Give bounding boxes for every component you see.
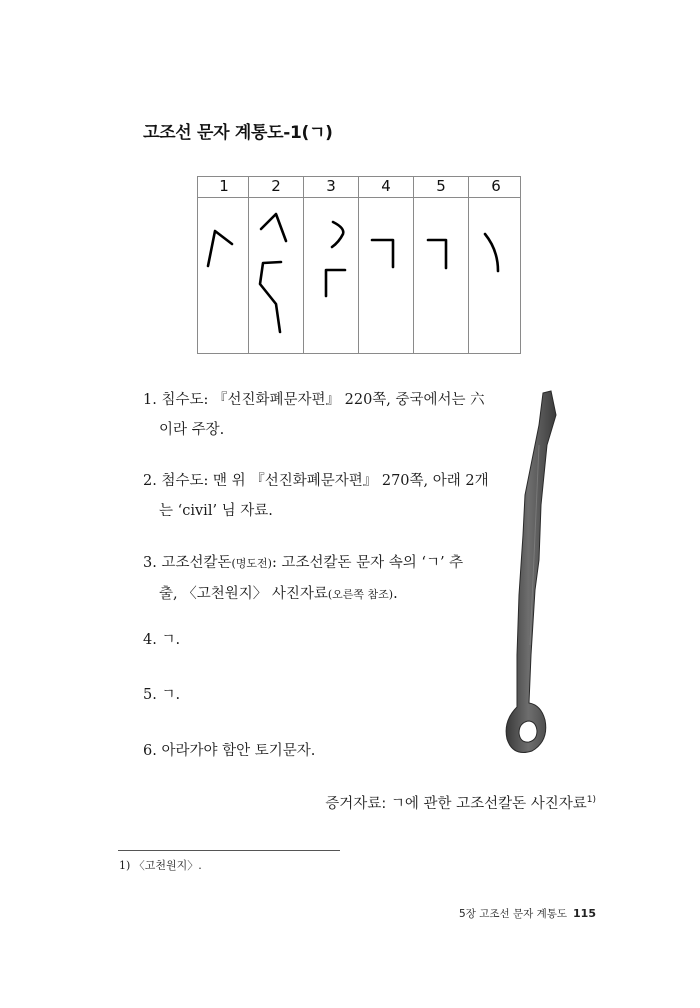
footnote-ref: 1) <box>586 795 596 806</box>
list-item-5: 5. ㄱ. <box>143 687 181 703</box>
running-footer <box>459 906 596 921</box>
column-header-3: 3 <box>326 177 336 195</box>
evidence-caption: 증거자료: ㄱ에 관한 고조선칼돈 사진자료$^{1)}$ <box>325 795 596 812</box>
page-number: 115 <box>573 907 596 920</box>
character-table-grid <box>197 176 521 354</box>
glyph-3-bottom <box>326 270 345 296</box>
list-item-6: 6. 아라가야 함안 토기문자. <box>143 743 316 759</box>
column-header-2: 2 <box>271 177 281 195</box>
glyph-1 <box>208 231 232 266</box>
character-table <box>197 176 521 354</box>
page-title: 고조선 문자 계통도-1(ㄱ) <box>143 123 333 143</box>
column-header-1: 1 <box>219 177 229 195</box>
glyph-2-bottom <box>260 262 281 332</box>
list-item-4: 4. ㄱ. <box>143 632 181 648</box>
glyph-5 <box>428 240 446 268</box>
glyph-4 <box>372 240 393 267</box>
list-item-2: 2. 첨수도: 맨 위 『선진화폐문자편』 270쪽, 아래 2개 는 ‘civil’ 님 자료. <box>143 473 489 519</box>
glyph-2-top <box>261 214 286 241</box>
footnote: 1) 〈고천원지〉. <box>119 859 202 872</box>
chapter-label: 5장 고조선 문자 계통도 <box>459 908 568 920</box>
column-header-5: 5 <box>436 177 446 195</box>
glyph-3-top <box>332 222 343 247</box>
column-header-4: 4 <box>381 177 391 195</box>
list-item-1: 1. 침수도: 『선진화폐문자편』 220쪽, 중국에서는 六 이라 주장. <box>143 392 485 438</box>
footnote-divider <box>118 850 340 851</box>
knife-money-photo <box>495 385 565 765</box>
glyph-6 <box>485 234 498 271</box>
column-header-6: 6 <box>491 177 501 195</box>
list-item-3: 3. 고조선칼돈(명도전): 고조선칼돈 문자 속의 ‘ㄱ’ 추 출, 〈고천원지〉 사진자료(오른쪽 참조). <box>143 555 464 602</box>
